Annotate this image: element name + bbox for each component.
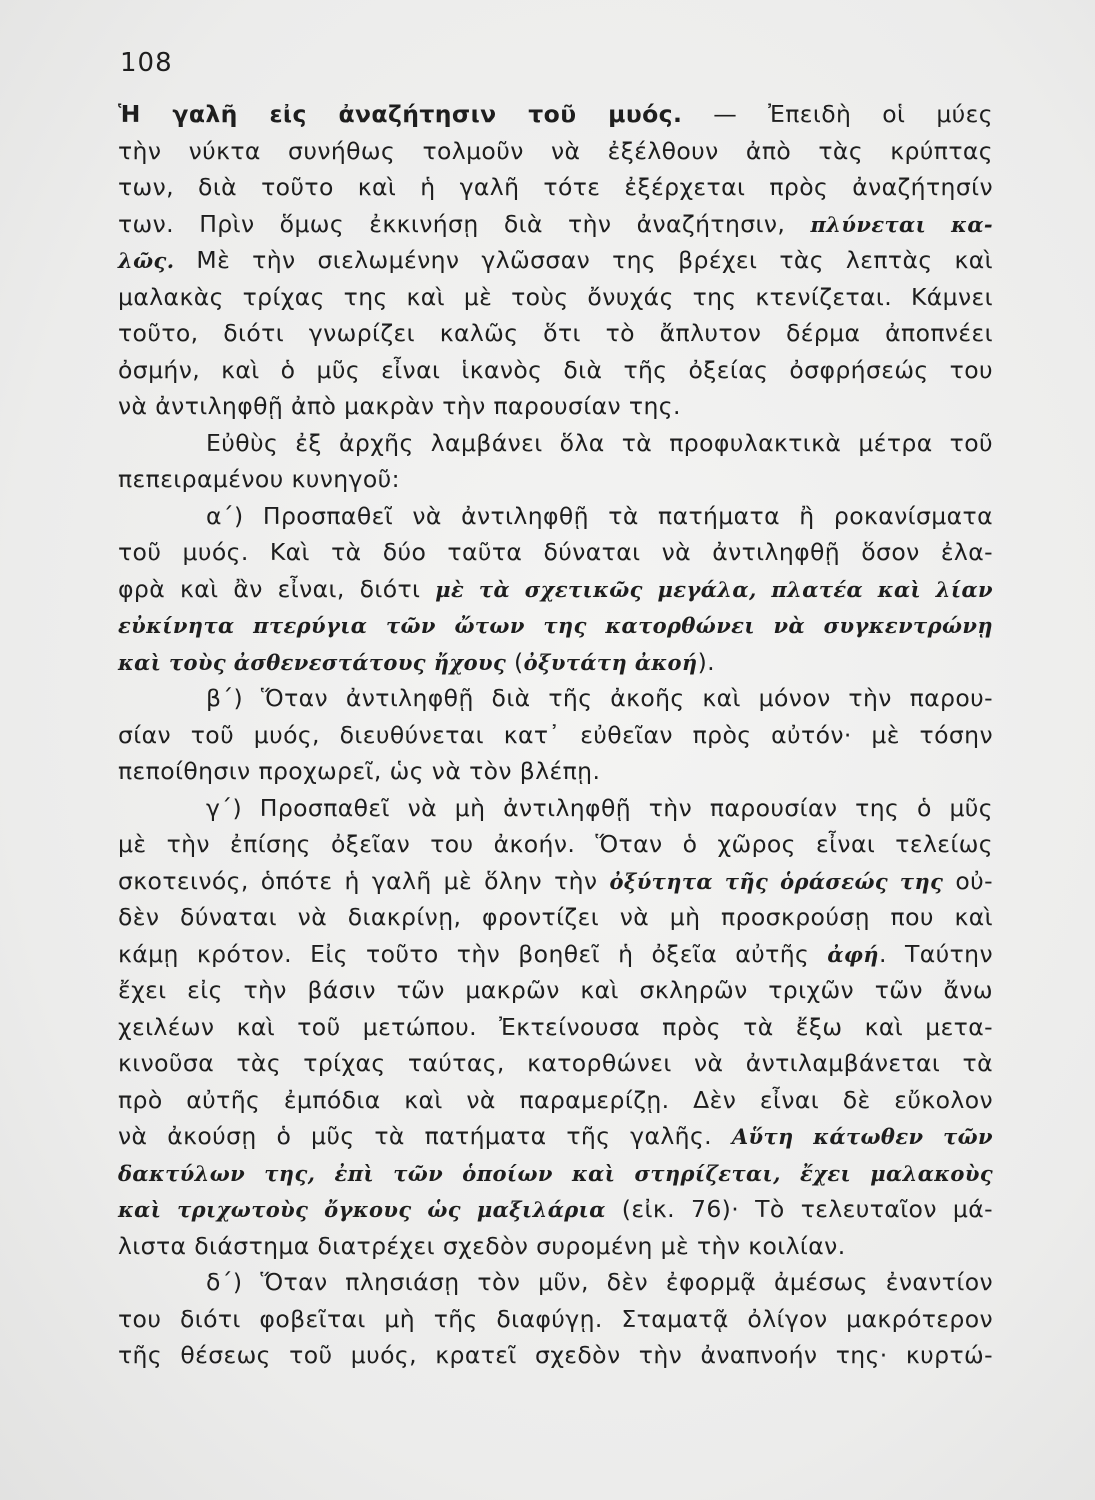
text-run: δ΄) Ὅταν πλησιάσῃ τὸν μῦν, δὲν ἐφορμᾷ ἀμέσως ἐναντίον — [206, 1268, 993, 1296]
text-line — [118, 1082, 993, 1119]
text-line — [118, 1155, 993, 1192]
text-run: τὴν νύκτα συνήθως τολμοῦν νὰ ἐξέλθουν ἀπὸ τὰς κρύπτας — [118, 136, 993, 165]
text-line — [118, 1009, 993, 1046]
text-run: μὲ τὴν ἐπίσης ὀξεῖαν του ἀκοήν. Ὅταν ὁ χῶρος εἶναι τελείως — [118, 830, 993, 858]
text-line — [118, 169, 993, 206]
emphasized-text: ὀξύτητα τῆς ὁράσεώς της — [609, 868, 944, 894]
text-run: νὰ ἀκούσῃ ὁ μῦς τὰ πατήματα τῆς γαλῆς. — [118, 1122, 732, 1150]
emphasized-text: εὐκίνητα πτερύγια τῶν ὤτων της κατορθώνει νὰ συγκεντρώνῃ — [118, 613, 993, 638]
text-line — [118, 461, 993, 498]
text-line — [118, 826, 993, 863]
text-run: οὐ- — [943, 866, 993, 895]
text-line — [118, 1191, 993, 1228]
text-line — [118, 96, 993, 133]
text-run: α΄) Προσπαθεῖ νὰ ἀντιληφθῇ τὰ πατήματα ἢ ροκανίσματα — [206, 501, 993, 530]
text-run: φρὰ καὶ ἂν εἶναι, διότι — [118, 574, 436, 603]
text-run: των. Πρὶν ὅμως ἐκκινήσῃ διὰ τὴν ἀναζήτησιν, — [118, 209, 811, 238]
text-run: λιστα διάστημα διατρέχει σχεδὸν συρομένη μὲ τὴν κοιλίαν. — [118, 1231, 846, 1260]
text-line — [118, 863, 993, 900]
text-run: νὰ ἀντιληφθῇ ἀπὸ μακρὰν τὴν παρουσίαν της. — [118, 392, 681, 420]
text-line — [118, 1228, 993, 1265]
text-run: δὲν δύναται νὰ διακρίνῃ, φροντίζει νὰ μὴ προσκρούσῃ που καὶ — [118, 903, 993, 931]
text-run: (εἰκ. 76)· Τὸ τελευταῖον μά- — [605, 1195, 993, 1223]
text-run: β΄) Ὅταν ἀντιληφθῇ διὰ τῆς ἀκοῆς καὶ μόνον τὴν παρου- — [206, 684, 993, 712]
text-line — [118, 571, 993, 608]
text-run: ( — [506, 647, 524, 676]
text-line — [118, 644, 993, 681]
text-line — [118, 242, 993, 279]
emphasized-text: ἀφή — [827, 941, 879, 967]
text-line — [118, 388, 993, 425]
text-line — [118, 936, 993, 973]
text-run: τοῦ μυός. Καὶ τὰ δύο ταῦτα δύναται νὰ ἀντιληφθῇ ὅσον ἐλα- — [118, 538, 993, 566]
text-run: . Ταύτην — [878, 939, 993, 968]
text-line — [118, 1337, 993, 1374]
text-line — [118, 972, 993, 1009]
emphasized-text: καὶ τοὺς ἀσθενεστάτους ἤχους — [118, 649, 507, 675]
text-run: ἔχει εἰς τὴν βάσιν τῶν μακρῶν καὶ σκληρῶν τριχῶν τῶν ἄνω — [118, 976, 993, 1004]
text-run: σίαν τοῦ μυός, διευθύνεται κατ᾽ εὐθεῖαν πρὸς αὐτόν· μὲ τόσην — [118, 720, 993, 749]
emphasized-text: καὶ τριχωτοὺς ὄγκους ὡς μαξιλάρια — [118, 1197, 606, 1222]
text-line — [118, 133, 993, 170]
text-run: τοῦτο, διότι γνωρίζει καλῶς ὅτι τὸ ἄπλυτον δέρμα ἀποπνέει — [118, 319, 993, 347]
text-run: πρὸ αὐτῆς ἐμπόδια καὶ νὰ παραμερίζῃ. Δὲν εἶναι δὲ εὔκολον — [118, 1085, 993, 1114]
text-line — [118, 279, 993, 316]
text-line — [118, 790, 993, 827]
text-run: ). — [697, 647, 716, 676]
text-line — [118, 315, 993, 352]
text-line — [118, 607, 993, 644]
emphasized-text: λῶς. — [118, 248, 175, 273]
text-run: των, διὰ τοῦτο καὶ ἡ γαλῆ τότε ἐξέρχεται πρὸς ἀναζήτησίν — [118, 173, 993, 201]
text-run: μαλακὰς τρίχας της καὶ μὲ τοὺς ὄνυχάς της κτενίζεται. Κάμνει — [118, 282, 993, 311]
text-run: γ΄) Προσπαθεῖ νὰ μὴ ἀντιληφθῇ τὴν παρουσίαν της ὁ μῦς — [206, 793, 993, 822]
text-run: Μὲ τὴν σιελωμένην γλῶσσαν της βρέχει τὰς λεπτὰς καὶ — [174, 246, 993, 274]
text-run: Εὐθὺς ἐξ ἀρχῆς λαμβάνει ὅλα τὰ προφυλακτικὰ μέτρα τοῦ — [206, 428, 993, 457]
text-line — [118, 680, 993, 717]
body-text — [118, 96, 993, 1374]
text-line — [118, 899, 993, 936]
text-run: κινοῦσα τὰς τρίχας ταύτας, κατορθώνει νὰ ἀντιλαμβάνεται τὰ — [118, 1049, 993, 1077]
text-line — [118, 1045, 993, 1082]
emphasized-text: μὲ τὰ σχετικῶς μεγάλα, πλατέα καὶ λίαν — [435, 576, 993, 602]
text-line — [118, 534, 993, 571]
text-line — [118, 352, 993, 389]
page-number: 108 — [120, 48, 173, 78]
text-run: τῆς θέσεως τοῦ μυός, κρατεῖ σχεδὸν τὴν ἀναπνοήν της· κυρτώ- — [118, 1341, 993, 1369]
emphasized-text: Αὕτη κάτωθεν τῶν — [731, 1124, 993, 1149]
text-run: σκοτεινός, ὁπότε ἡ γαλῆ μὲ ὅλην τὴν — [118, 866, 610, 895]
text-line — [118, 1118, 993, 1155]
text-run: πεπειραμένου κυνηγοῦ: — [118, 465, 400, 493]
text-line — [118, 717, 993, 754]
text-line — [118, 206, 993, 243]
text-run: κάμῃ κρότον. Εἰς τοῦτο τὴν βοηθεῖ ἡ ὀξεῖα αὐτῆς — [118, 939, 828, 968]
text-run: ὀσμήν, καὶ ὁ μῦς εἶναι ἱκανὸς διὰ τῆς ὀξείας ὀσφρήσεώς του — [118, 355, 993, 384]
emphasized-text: πλύνεται κα- — [810, 211, 993, 237]
section-heading: Ἡ γαλῆ εἰς ἀναζήτησιν τοῦ μυός. — [118, 100, 683, 128]
text-line — [118, 425, 993, 462]
text-line — [118, 1264, 993, 1301]
text-run: του διότι φοβεῖται μὴ τῆς διαφύγῃ. Σταματᾷ ὀλίγον μακρότερον — [118, 1304, 993, 1333]
text-line — [118, 753, 993, 790]
text-line — [118, 498, 993, 535]
emphasized-text: δακτύλων της, ἐπὶ τῶν ὁποίων καὶ στηρίζεται, ἔχει μαλακοὺς — [118, 1160, 993, 1186]
text-run: χειλέων καὶ τοῦ μετώπου. Ἐκτείνουσα πρὸς τὰ ἔξω καὶ μετα- — [118, 1012, 993, 1041]
emphasized-text: ὀξυτάτη ἀκοή — [523, 649, 698, 675]
text-run: πεποίθησιν προχωρεῖ, ὡς νὰ τὸν βλέπῃ. — [118, 757, 601, 785]
text-run: — Ἐπειδὴ οἱ μύες — [682, 100, 993, 128]
text-line — [118, 1301, 993, 1338]
